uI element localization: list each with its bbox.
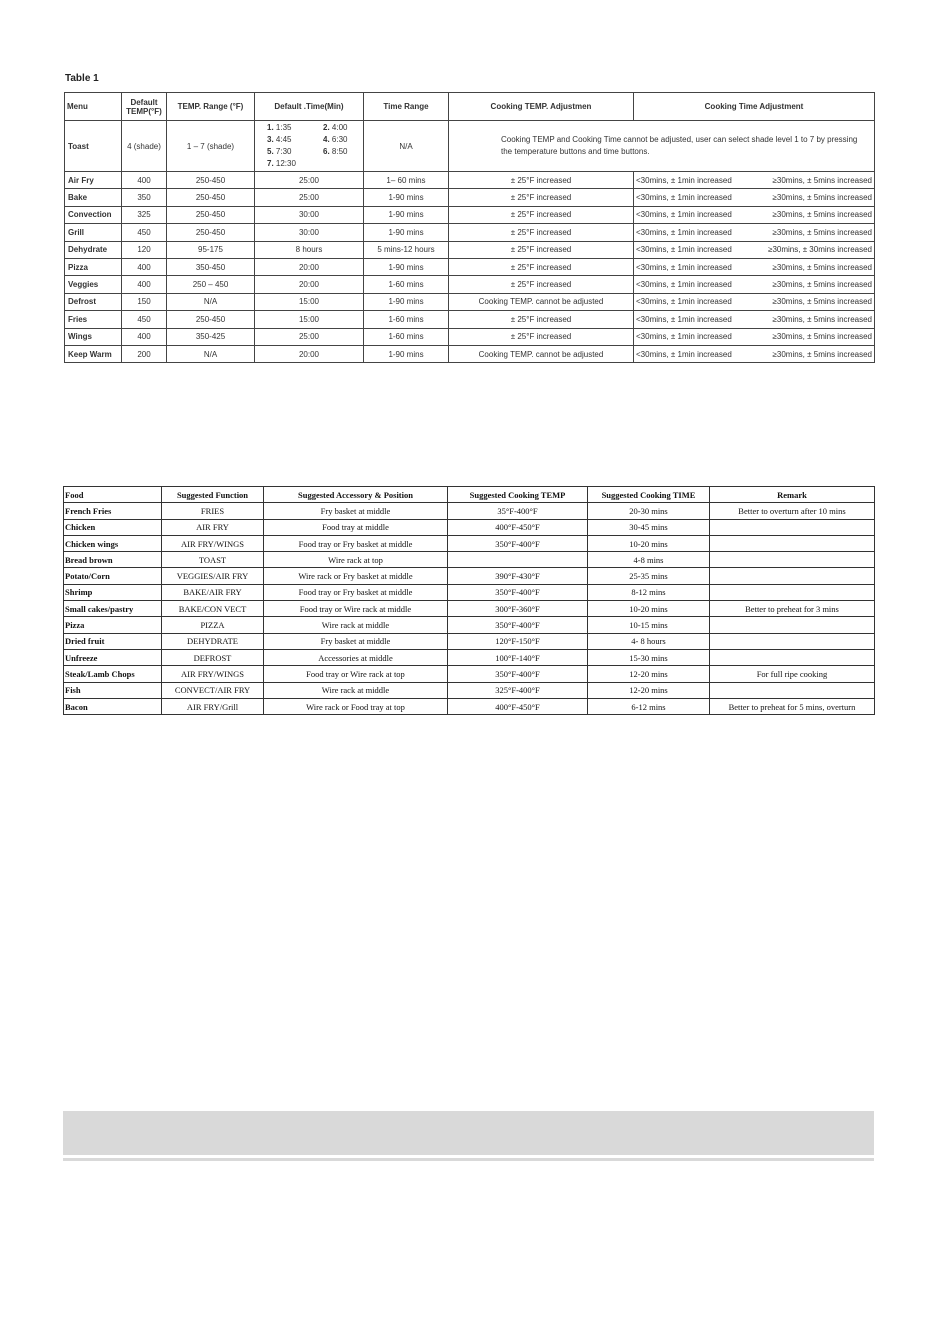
table2-cell: BAKE/AIR FRY bbox=[162, 584, 264, 600]
time-adjust-over-30: ≥30mins, ± 5mins increased bbox=[772, 193, 872, 203]
time-range-cell: 1-90 mins bbox=[364, 345, 449, 362]
table2-cell: 6-12 mins bbox=[588, 698, 710, 714]
default-time-cell: 8 hours bbox=[255, 241, 364, 258]
time-adjust-under-30: <30mins, ± 1min increased bbox=[636, 175, 732, 185]
food-cell: French Fries bbox=[64, 503, 162, 519]
time-range-cell: N/A bbox=[364, 121, 449, 172]
time-adjust-under-30: <30mins, ± 1min increased bbox=[636, 245, 732, 255]
table2-header-cell: Food bbox=[64, 487, 162, 503]
table-row-toast bbox=[65, 121, 875, 172]
toast-note-cell bbox=[449, 121, 875, 172]
time-range-cell: 1-90 mins bbox=[364, 258, 449, 275]
menu-cell: Toast bbox=[65, 121, 122, 172]
menu-cell: Grill bbox=[65, 224, 122, 241]
default-time-cell bbox=[255, 121, 364, 172]
time-range-cell: 1-60 mins bbox=[364, 276, 449, 293]
table2-cell: Wire rack at top bbox=[264, 552, 448, 568]
food-cell: Fish bbox=[64, 682, 162, 698]
time-adjust-cell bbox=[634, 258, 875, 275]
table2-cell: VEGGIES/AIR FRY bbox=[162, 568, 264, 584]
temp-adjust-cell: Cooking TEMP. cannot be adjusted bbox=[449, 345, 634, 362]
default-time-cell: 20:00 bbox=[255, 345, 364, 362]
menu-cell: Keep Warm bbox=[65, 345, 122, 362]
table-row bbox=[65, 258, 875, 275]
footer-band bbox=[63, 1111, 874, 1155]
table2-cell: Better to preheat for 3 mins bbox=[710, 601, 875, 617]
table2-header-cell: Remark bbox=[710, 487, 875, 503]
time-adjust-under-30: <30mins, ± 1min increased bbox=[636, 297, 732, 307]
table2-cell: 35°F-400°F bbox=[448, 503, 588, 519]
time-adjust-over-30: ≥30mins, ± 30mins increased bbox=[768, 245, 872, 255]
table2-cell: Better to preheat for 5 mins, overturn bbox=[710, 698, 875, 714]
toast-time-item: 3. 4:45 bbox=[267, 135, 292, 144]
toast-time-item: 6. 8:50 bbox=[323, 147, 348, 156]
time-adjust-under-30: <30mins, ± 1min increased bbox=[636, 280, 732, 290]
temp-range-cell: 350-450 bbox=[167, 258, 255, 275]
time-adjust-cell bbox=[634, 241, 875, 258]
time-range-cell: 1-60 mins bbox=[364, 311, 449, 328]
time-adjust-cell bbox=[634, 276, 875, 293]
food-cell: Steak/Lamb Chops bbox=[64, 666, 162, 682]
table2-cell: 350°F-400°F bbox=[448, 535, 588, 551]
time-adjust-over-30: ≥30mins, ± 5mins increased bbox=[772, 297, 872, 307]
menu-cell: Dehydrate bbox=[65, 241, 122, 258]
temp-range-cell: N/A bbox=[167, 345, 255, 362]
table2-cell bbox=[710, 682, 875, 698]
temp-adjust-cell: ± 25°F increased bbox=[449, 172, 634, 189]
time-range-cell: 1-90 mins bbox=[364, 189, 449, 206]
default-temp-cell: 4 (shade) bbox=[122, 121, 167, 172]
table2-cell bbox=[710, 633, 875, 649]
time-adjust-over-30: ≥30mins, ± 5mins increased bbox=[772, 332, 872, 342]
temp-range-cell: 250-450 bbox=[167, 189, 255, 206]
cooking-functions-table bbox=[64, 92, 875, 363]
temp-adjust-cell: ± 25°F increased bbox=[449, 206, 634, 223]
table-row bbox=[65, 172, 875, 189]
table-row bbox=[64, 519, 875, 535]
table-row bbox=[65, 276, 875, 293]
food-cell: Small cakes/pastry bbox=[64, 601, 162, 617]
food-cell: Bacon bbox=[64, 698, 162, 714]
header-temp-range: TEMP. Range (°F) bbox=[167, 93, 255, 121]
table2-cell bbox=[710, 568, 875, 584]
time-adjust-over-30: ≥30mins, ± 5mins increased bbox=[772, 314, 872, 324]
time-adjust-over-30: ≥30mins, ± 5mins increased bbox=[772, 349, 872, 359]
default-temp-cell: 400 bbox=[122, 258, 167, 275]
table2-cell: AIR FRY bbox=[162, 519, 264, 535]
default-time-cell: 15:00 bbox=[255, 293, 364, 310]
time-adjust-cell bbox=[634, 189, 875, 206]
default-temp-cell: 400 bbox=[122, 328, 167, 345]
menu-cell: Wings bbox=[65, 328, 122, 345]
temp-range-cell: 250 – 450 bbox=[167, 276, 255, 293]
toast-time-item: 1. 1:35 bbox=[267, 123, 292, 132]
temp-adjust-cell: ± 25°F increased bbox=[449, 258, 634, 275]
table-row bbox=[64, 584, 875, 600]
table1-header-row bbox=[65, 93, 875, 121]
table2-cell: Wire rack at middle bbox=[264, 682, 448, 698]
table2-cell: CONVECT/AIR FRY bbox=[162, 682, 264, 698]
temp-range-cell: 95-175 bbox=[167, 241, 255, 258]
table2-cell: 15-30 mins bbox=[588, 649, 710, 665]
temp-adjust-cell: Cooking TEMP. cannot be adjusted bbox=[449, 293, 634, 310]
table2-header-row bbox=[64, 487, 875, 503]
table-row bbox=[64, 535, 875, 551]
default-temp-cell: 450 bbox=[122, 224, 167, 241]
time-adjust-under-30: <30mins, ± 1min increased bbox=[636, 332, 732, 342]
table2-cell: TOAST bbox=[162, 552, 264, 568]
time-range-cell: 1-90 mins bbox=[364, 224, 449, 241]
table-row bbox=[65, 328, 875, 345]
table2-cell: 100°F-140°F bbox=[448, 649, 588, 665]
table2-header-cell: Suggested Cooking TEMP bbox=[448, 487, 588, 503]
temp-adjust-cell: ± 25°F increased bbox=[449, 241, 634, 258]
time-range-cell: 1-90 mins bbox=[364, 206, 449, 223]
table-row bbox=[64, 617, 875, 633]
table2-cell: 12-20 mins bbox=[588, 682, 710, 698]
table-row bbox=[64, 601, 875, 617]
table2-cell: Wire rack at middle bbox=[264, 617, 448, 633]
time-adjust-under-30: <30mins, ± 1min increased bbox=[636, 227, 732, 237]
food-cell: Chicken bbox=[64, 519, 162, 535]
table2-cell: 4-8 mins bbox=[588, 552, 710, 568]
menu-cell: Defrost bbox=[65, 293, 122, 310]
table-row bbox=[65, 224, 875, 241]
table2-cell: AIR FRY/Grill bbox=[162, 698, 264, 714]
menu-cell: Convection bbox=[65, 206, 122, 223]
default-time-cell: 30:00 bbox=[255, 224, 364, 241]
time-adjust-cell bbox=[634, 345, 875, 362]
toast-note: Cooking TEMP and Cooking Time cannot be adjusted, user can select shade level 1 to 7 by pressing the temperature buttons and time buttons. bbox=[501, 135, 858, 156]
menu-cell: Pizza bbox=[65, 258, 122, 275]
temp-range-cell: N/A bbox=[167, 293, 255, 310]
default-temp-cell: 350 bbox=[122, 189, 167, 206]
toast-time-item: 4. 6:30 bbox=[323, 135, 348, 144]
table2-cell: Food tray or Fry basket at middle bbox=[264, 584, 448, 600]
table-row bbox=[65, 311, 875, 328]
time-adjust-over-30: ≥30mins, ± 5mins increased bbox=[772, 227, 872, 237]
table2-cell: Wire rack or Fry basket at middle bbox=[264, 568, 448, 584]
temp-range-cell: 250-450 bbox=[167, 311, 255, 328]
temp-range-cell: 250-450 bbox=[167, 206, 255, 223]
header-time-adjust: Cooking Time Adjustment bbox=[634, 93, 875, 121]
food-cell: Shrimp bbox=[64, 584, 162, 600]
table1-title: Table 1 bbox=[65, 73, 99, 84]
table-row bbox=[64, 503, 875, 519]
table-row bbox=[64, 552, 875, 568]
table2-cell: Better to overturn after 10 mins bbox=[710, 503, 875, 519]
table2-cell: Fry basket at middle bbox=[264, 503, 448, 519]
temp-range-cell: 250-450 bbox=[167, 224, 255, 241]
table2-cell: 10-20 mins bbox=[588, 535, 710, 551]
default-time-cell: 20:00 bbox=[255, 258, 364, 275]
default-time-cell: 20:00 bbox=[255, 276, 364, 293]
temp-range-cell: 250-450 bbox=[167, 172, 255, 189]
table2-cell bbox=[710, 552, 875, 568]
time-adjust-cell bbox=[634, 293, 875, 310]
time-adjust-over-30: ≥30mins, ± 5mins increased bbox=[772, 210, 872, 220]
temp-adjust-cell: ± 25°F increased bbox=[449, 311, 634, 328]
default-temp-cell: 150 bbox=[122, 293, 167, 310]
table2-cell: AIR FRY/WINGS bbox=[162, 535, 264, 551]
table2-cell: 325°F-400°F bbox=[448, 682, 588, 698]
table2-cell: Wire rack or Food tray at top bbox=[264, 698, 448, 714]
time-adjust-cell bbox=[634, 224, 875, 241]
default-temp-cell: 200 bbox=[122, 345, 167, 362]
default-time-cell: 25:00 bbox=[255, 189, 364, 206]
table2-header-cell: Suggested Cooking TIME bbox=[588, 487, 710, 503]
table2-cell: DEHYDRATE bbox=[162, 633, 264, 649]
food-cell: Dried fruit bbox=[64, 633, 162, 649]
menu-cell: Veggies bbox=[65, 276, 122, 293]
table-row bbox=[64, 568, 875, 584]
temp-range-cell: 1 – 7 (shade) bbox=[167, 121, 255, 172]
table2-cell: 4- 8 hours bbox=[588, 633, 710, 649]
table2-header-cell: Suggested Function bbox=[162, 487, 264, 503]
table2-cell: Food tray at middle bbox=[264, 519, 448, 535]
toast-time-item: 5. 7:30 bbox=[267, 147, 292, 156]
table2-cell: 30-45 mins bbox=[588, 519, 710, 535]
table-row bbox=[64, 682, 875, 698]
default-time-cell: 15:00 bbox=[255, 311, 364, 328]
time-adjust-cell bbox=[634, 328, 875, 345]
suggested-cooking-table bbox=[63, 486, 875, 715]
table2-cell: Food tray or Fry basket at middle bbox=[264, 535, 448, 551]
header-default-temp: Default TEMP(°F) bbox=[122, 93, 167, 121]
table2-cell: BAKE/CON VECT bbox=[162, 601, 264, 617]
time-range-cell: 1-90 mins bbox=[364, 293, 449, 310]
table2-cell bbox=[710, 535, 875, 551]
table2-cell: Accessories at middle bbox=[264, 649, 448, 665]
time-adjust-under-30: <30mins, ± 1min increased bbox=[636, 262, 732, 272]
time-adjust-cell bbox=[634, 172, 875, 189]
table2-cell: 25-35 mins bbox=[588, 568, 710, 584]
table2-cell: 8-12 mins bbox=[588, 584, 710, 600]
time-adjust-under-30: <30mins, ± 1min increased bbox=[636, 210, 732, 220]
table2-cell: 350°F-400°F bbox=[448, 666, 588, 682]
default-temp-cell: 120 bbox=[122, 241, 167, 258]
default-time-cell: 30:00 bbox=[255, 206, 364, 223]
header-time-range: Time Range bbox=[364, 93, 449, 121]
default-time-cell: 25:00 bbox=[255, 328, 364, 345]
default-temp-cell: 450 bbox=[122, 311, 167, 328]
time-adjust-under-30: <30mins, ± 1min increased bbox=[636, 193, 732, 203]
temp-adjust-cell: ± 25°F increased bbox=[449, 328, 634, 345]
table2-cell: 12-20 mins bbox=[588, 666, 710, 682]
table2-cell bbox=[710, 617, 875, 633]
table-row bbox=[64, 698, 875, 714]
footer-divider bbox=[63, 1158, 874, 1161]
table2-cell: 120°F-150°F bbox=[448, 633, 588, 649]
header-default-time: Default .Time(Min) bbox=[255, 93, 364, 121]
table2-cell: 400°F-450°F bbox=[448, 698, 588, 714]
table-row bbox=[64, 633, 875, 649]
temp-adjust-cell: ± 25°F increased bbox=[449, 189, 634, 206]
table2-cell: 350°F-400°F bbox=[448, 617, 588, 633]
time-adjust-cell bbox=[634, 206, 875, 223]
temp-adjust-cell: ± 25°F increased bbox=[449, 276, 634, 293]
table2-cell: Food tray or Wire rack at middle bbox=[264, 601, 448, 617]
table2-cell: 300°F-360°F bbox=[448, 601, 588, 617]
temp-adjust-cell: ± 25°F increased bbox=[449, 224, 634, 241]
table-row bbox=[65, 241, 875, 258]
time-adjust-over-30: ≥30mins, ± 5mins increased bbox=[772, 262, 872, 272]
time-adjust-under-30: <30mins, ± 1min increased bbox=[636, 314, 732, 324]
table2-cell: PIZZA bbox=[162, 617, 264, 633]
table2-cell bbox=[710, 649, 875, 665]
table2-cell: 20-30 mins bbox=[588, 503, 710, 519]
table2-cell: Fry basket at middle bbox=[264, 633, 448, 649]
table-row bbox=[65, 345, 875, 362]
table2-cell: 350°F-400°F bbox=[448, 584, 588, 600]
default-time-cell: 25:00 bbox=[255, 172, 364, 189]
toast-time-item: 2. 4:00 bbox=[323, 123, 348, 132]
table-row bbox=[65, 293, 875, 310]
menu-cell: Bake bbox=[65, 189, 122, 206]
toast-time-item: 7. 12:30 bbox=[267, 159, 296, 168]
menu-cell: Fries bbox=[65, 311, 122, 328]
table2-cell bbox=[710, 584, 875, 600]
table2-cell: DEFROST bbox=[162, 649, 264, 665]
table2-cell: AIR FRY/WINGS bbox=[162, 666, 264, 682]
default-temp-cell: 325 bbox=[122, 206, 167, 223]
temp-range-cell: 350-425 bbox=[167, 328, 255, 345]
time-range-cell: 1-60 mins bbox=[364, 328, 449, 345]
food-cell: Potato/Corn bbox=[64, 568, 162, 584]
table2-cell: For full ripe cooking bbox=[710, 666, 875, 682]
table-row bbox=[64, 666, 875, 682]
food-cell: Pizza bbox=[64, 617, 162, 633]
table2-cell: Food tray or Wire rack at top bbox=[264, 666, 448, 682]
time-adjust-over-30: ≥30mins, ± 5mins increased bbox=[772, 175, 872, 185]
time-adjust-over-30: ≥30mins, ± 5mins increased bbox=[772, 280, 872, 290]
menu-cell: Air Fry bbox=[65, 172, 122, 189]
table2-cell bbox=[448, 552, 588, 568]
table2-header-cell: Suggested Accessory & Position bbox=[264, 487, 448, 503]
table2-cell bbox=[710, 519, 875, 535]
time-range-cell: 5 mins-12 hours bbox=[364, 241, 449, 258]
table2-cell: FRIES bbox=[162, 503, 264, 519]
table2-cell: 390°F-430°F bbox=[448, 568, 588, 584]
food-cell: Bread brown bbox=[64, 552, 162, 568]
time-adjust-cell bbox=[634, 311, 875, 328]
time-adjust-under-30: <30mins, ± 1min increased bbox=[636, 349, 732, 359]
table2-cell: 10-15 mins bbox=[588, 617, 710, 633]
default-temp-cell: 400 bbox=[122, 276, 167, 293]
header-menu: Menu bbox=[65, 93, 122, 121]
food-cell: Unfreeze bbox=[64, 649, 162, 665]
table-row bbox=[65, 189, 875, 206]
food-cell: Chicken wings bbox=[64, 535, 162, 551]
header-temp-adjust: Cooking TEMP. Adjustmen bbox=[449, 93, 634, 121]
default-temp-cell: 400 bbox=[122, 172, 167, 189]
table2-cell: 400°F-450°F bbox=[448, 519, 588, 535]
table-row bbox=[64, 649, 875, 665]
table2-cell: 10-20 mins bbox=[588, 601, 710, 617]
time-range-cell: 1– 60 mins bbox=[364, 172, 449, 189]
table-row bbox=[65, 206, 875, 223]
